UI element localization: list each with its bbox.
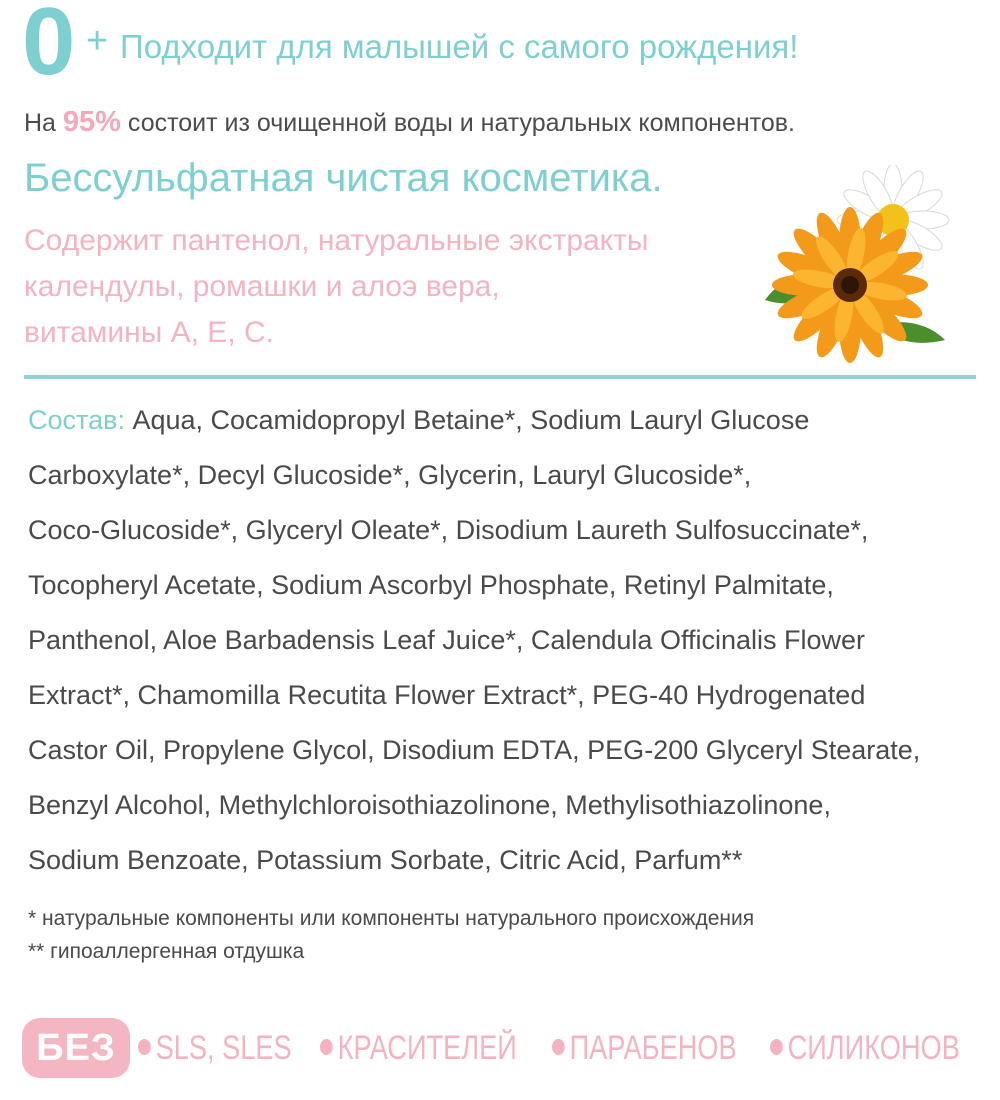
free-from-label: SLS, SLES xyxy=(155,1029,292,1067)
sulfate-free-heading: Бессульфатная чистая косметика. xyxy=(24,156,663,200)
free-from-label: КРАСИТЕЛЕЙ xyxy=(337,1029,517,1067)
free-from-item xyxy=(320,1028,517,1068)
free-from-item xyxy=(770,1028,960,1068)
contains-line: календулы, ромашки и алоэ вера, xyxy=(24,270,500,303)
ingredients-line: Sodium Benzoate, Potassium Sorbate, Citric Acid, Parfum** xyxy=(28,845,743,875)
ingredients-list xyxy=(28,393,988,888)
free-from-item xyxy=(138,1028,292,1068)
ingredients-line: Panthenol, Aloe Barbadensis Leaf Juice*, Calendula Officinalis Flower xyxy=(28,625,865,655)
composition-suffix: состоит из очищенной воды и натуральных компонентов. xyxy=(127,109,795,137)
composition-percent: 95% xyxy=(62,106,121,138)
age-suitability-text: Подходит для малышей с самого рождения! xyxy=(120,28,799,65)
contains-line: витамины А, Е, С. xyxy=(24,316,274,349)
footnotes xyxy=(28,902,988,968)
footnote-fragrance: ** гипоаллергенная отдушка xyxy=(28,940,305,963)
composition-prefix: На xyxy=(24,109,56,137)
free-from-item xyxy=(552,1028,737,1068)
ingredients-line: Coco-Glucoside*, Glyceryl Oleate*, Disodium Laureth Sulfosuccinate*, xyxy=(28,515,869,545)
bullet-icon xyxy=(138,1039,151,1055)
ingredients-line: Castor Oil, Propylene Glycol, Disodium EDTA, PEG-200 Glyceryl Stearate, xyxy=(28,735,921,765)
ingredients-line: Extract*, Chamomilla Recutita Flower Extract*, PEG-40 Hydrogenated xyxy=(28,680,866,710)
age-zero: 0 xyxy=(22,0,74,95)
ingredients-line: Carboxylate*, Decyl Glucoside*, Glycerin, Lauryl Glucoside*, xyxy=(28,460,752,490)
bullet-icon xyxy=(552,1039,565,1055)
free-from-label: ПАРАБЕНОВ xyxy=(569,1029,737,1067)
bullet-icon xyxy=(770,1039,783,1055)
footnote-natural: * натуральные компоненты или компоненты натурального происхождения xyxy=(28,907,755,930)
ingredients-label: Состав: xyxy=(28,405,125,435)
calendula-chamomile-flowers-icon xyxy=(745,165,955,365)
ingredients-text: Aqua, Cocamidopropyl Betaine*, Sodium Lauryl Glucose xyxy=(132,405,810,435)
contains-line: Содержит пантенол, натуральные экстракты xyxy=(24,224,649,257)
ingredients-line: Tocopheryl Acetate, Sodium Ascorbyl Phosphate, Retinyl Palmitate, xyxy=(28,570,834,600)
free-from-label: СИЛИКОНОВ xyxy=(787,1029,960,1067)
free-from-row xyxy=(22,1018,982,1080)
age-header xyxy=(22,0,982,100)
section-divider xyxy=(24,375,976,379)
without-badge: БЕЗ xyxy=(22,1018,130,1078)
ingredients-line: Benzyl Alcohol, Methylchloroisothiazolinone, Methylisothiazolinone, xyxy=(28,790,831,820)
age-plus: + xyxy=(86,20,109,62)
contains-block xyxy=(24,218,784,356)
bullet-icon xyxy=(320,1039,333,1055)
ingredients-line xyxy=(28,393,988,448)
composition-line xyxy=(24,105,795,140)
